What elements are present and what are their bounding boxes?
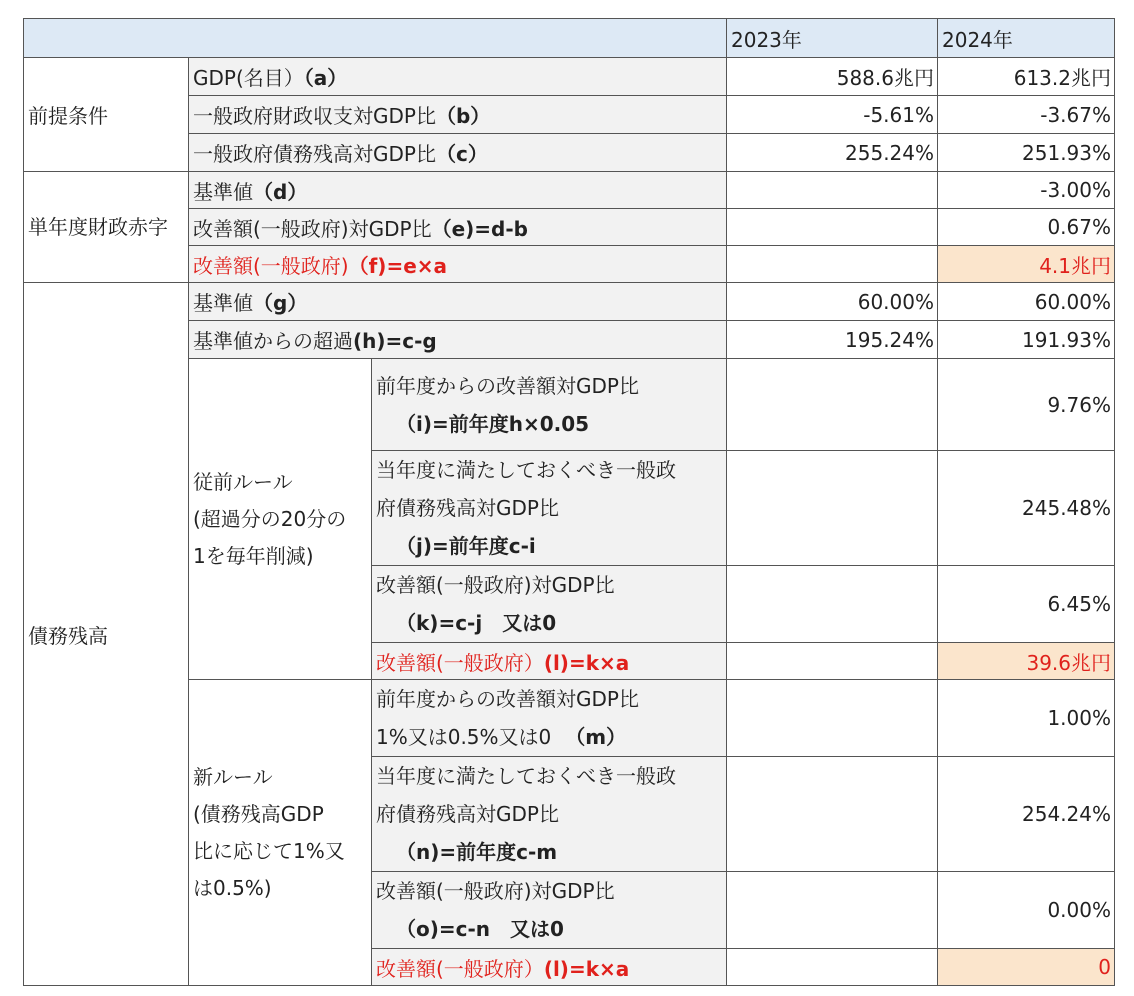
value-2024: 0.00% bbox=[938, 872, 1115, 949]
value-2024: 245.48% bbox=[938, 451, 1115, 566]
value-2023 bbox=[727, 566, 938, 643]
group-label-old-rule: 従前ルール (超過分の20分の 1を毎年削減) bbox=[189, 359, 372, 680]
value-2024-highlight: 39.6兆円 bbox=[938, 643, 1115, 680]
group-label-new-rule: 新ルール (債務残高GDP 比に応じて1%又 は0.5%) bbox=[189, 680, 372, 986]
value-2024: 191.93% bbox=[938, 321, 1115, 359]
section-label-debt-balance: 債務残高 bbox=[24, 283, 189, 986]
row-label-standard-d: 基準値（d） bbox=[189, 172, 727, 209]
value-2024: 6.45% bbox=[938, 566, 1115, 643]
value-2023 bbox=[727, 246, 938, 283]
row-label-excess-h: 基準値からの超過(h)=c-g bbox=[189, 321, 727, 359]
value-2023 bbox=[727, 872, 938, 949]
value-2023 bbox=[727, 359, 938, 451]
row-label-m: 前年度からの改善額対GDP比 1%又は0.5%又は0 （m） bbox=[372, 680, 727, 757]
table-row bbox=[24, 283, 1115, 321]
section-label-preconditions: 前提条件 bbox=[24, 58, 189, 172]
value-2024-highlight: 0 bbox=[938, 949, 1115, 986]
header-blank-cell bbox=[24, 19, 727, 58]
row-label-l-old: 改善額(一般政府）(l)=k×a bbox=[372, 643, 727, 680]
value-2023 bbox=[727, 680, 938, 757]
value-2024: 0.67% bbox=[938, 209, 1115, 246]
table-row bbox=[24, 172, 1115, 209]
value-2024: 613.2兆円 bbox=[938, 58, 1115, 96]
value-2024: 251.93% bbox=[938, 134, 1115, 172]
value-2023 bbox=[727, 643, 938, 680]
value-2024: 254.24% bbox=[938, 757, 1115, 872]
fiscal-rule-table bbox=[23, 18, 1115, 986]
value-2023 bbox=[727, 757, 938, 872]
row-label-gdp: GDP(名目）（a） bbox=[189, 58, 727, 96]
header-year-2023: 2023年 bbox=[727, 19, 938, 58]
value-2024: 60.00% bbox=[938, 283, 1115, 321]
value-2024: -3.00% bbox=[938, 172, 1115, 209]
value-2024: 9.76% bbox=[938, 359, 1115, 451]
header-row bbox=[24, 19, 1115, 58]
value-2023 bbox=[727, 209, 938, 246]
row-label-k: 改善額(一般政府)対GDP比 （k)=c-j 又は0 bbox=[372, 566, 727, 643]
row-label-improvement-ratio-e: 改善額(一般政府)対GDP比（e)=d-b bbox=[189, 209, 727, 246]
value-2023 bbox=[727, 172, 938, 209]
row-label-improvement-f: 改善額(一般政府)（f)=e×a bbox=[189, 246, 727, 283]
row-label-l-new: 改善額(一般政府）(l)=k×a bbox=[372, 949, 727, 986]
section-label-annual-deficit: 単年度財政赤字 bbox=[24, 172, 189, 283]
row-label-balance: 一般政府財政収支対GDP比（b） bbox=[189, 96, 727, 134]
value-2023: -5.61% bbox=[727, 96, 938, 134]
row-label-j: 当年度に満たしておくべき一般政 府債務残高対GDP比 （j)=前年度c-i bbox=[372, 451, 727, 566]
value-2023: 588.6兆円 bbox=[727, 58, 938, 96]
row-label-o: 改善額(一般政府)対GDP比 （o)=c-n 又は0 bbox=[372, 872, 727, 949]
header-year-2024: 2024年 bbox=[938, 19, 1115, 58]
value-2023: 255.24% bbox=[727, 134, 938, 172]
table-row bbox=[24, 58, 1115, 96]
row-label-standard-g: 基準値（g） bbox=[189, 283, 727, 321]
row-label-n: 当年度に満たしておくべき一般政 府債務残高対GDP比 （n)=前年度c-m bbox=[372, 757, 727, 872]
value-2024-highlight: 4.1兆円 bbox=[938, 246, 1115, 283]
row-label-i: 前年度からの改善額対GDP比 （i)=前年度h×0.05 bbox=[372, 359, 727, 451]
value-2023: 60.00% bbox=[727, 283, 938, 321]
value-2024: -3.67% bbox=[938, 96, 1115, 134]
value-2023 bbox=[727, 949, 938, 986]
value-2023: 195.24% bbox=[727, 321, 938, 359]
value-2023 bbox=[727, 451, 938, 566]
value-2024: 1.00% bbox=[938, 680, 1115, 757]
row-label-debt-ratio: 一般政府債務残高対GDP比（c） bbox=[189, 134, 727, 172]
